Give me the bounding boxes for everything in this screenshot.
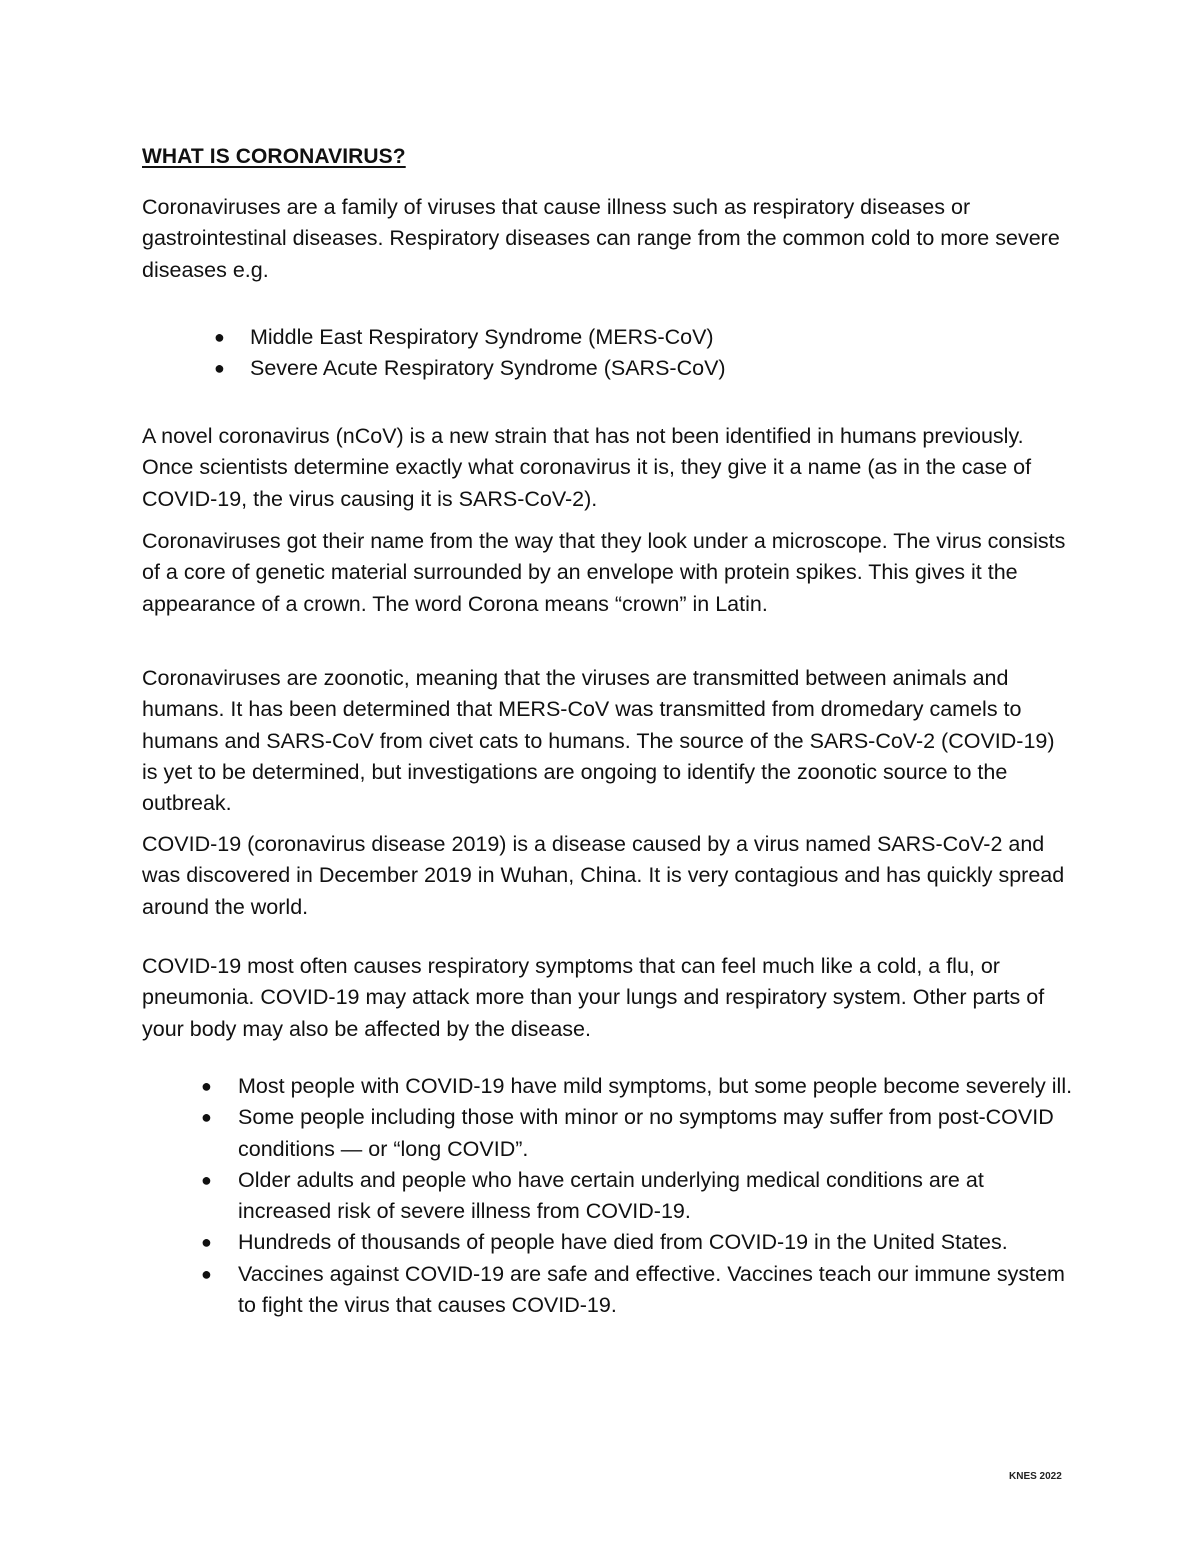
- list-item-text: Hundreds of thousands of people have died from COVID-19 in the United States.: [238, 1230, 1008, 1255]
- page-footer: KNES 2022: [1009, 1471, 1062, 1482]
- list-item: [201, 1071, 1073, 1102]
- list-item: [201, 1227, 1073, 1258]
- symptoms-paragraph: COVID-19 most often causes respiratory symptoms that can feel much like a cold, a flu, or pneumonia. COVID-19 may attack more than your lungs and respiratory system. Other parts of your body may also be affected by the disease.: [142, 954, 1045, 1041]
- bullet-icon: ●: [201, 1076, 212, 1096]
- list-item: [201, 1165, 1073, 1228]
- bullet-icon: ●: [214, 358, 225, 379]
- list-item-text: Middle East Respiratory Syndrome (MERS-CoV): [250, 325, 714, 349]
- intro-paragraph: Coronaviruses are a family of viruses that cause illness such as respiratory diseases or gastrointestinal diseases. Respiratory diseases can range from the common cold to more severe diseases e.g.: [142, 195, 1060, 282]
- covid19-paragraph: COVID-19 (coronavirus disease 2019) is a disease caused by a virus named SARS-CoV-2 and was discovered in December 2019 in Wuhan, China. It is very contagious and has quickly spread around the world.: [142, 832, 1065, 919]
- severe-disease-list: [214, 322, 1070, 385]
- name-origin-paragraph: Coronaviruses got their name from the way that they look under a microscope. The virus consists of a core of genetic material surrounded by an envelope with protein spikes. This gives it the appearance of a crown. The word Corona means “crown” in Latin.: [142, 529, 1066, 616]
- list-item: [201, 1259, 1073, 1322]
- list-item: [214, 322, 1070, 353]
- novel-coronavirus-paragraph: A novel coronavirus (nCoV) is a new strain that has not been identified in humans previously. Once scientists determine exactly what coronavirus it is, they give it a name (as in the case of COVID-19, the virus causing it is SARS-CoV-2).: [142, 424, 1032, 511]
- bullet-icon: ●: [201, 1263, 212, 1284]
- bullet-icon: ●: [214, 327, 225, 347]
- bullet-icon: ●: [201, 1232, 212, 1253]
- list-item-text: Severe Acute Respiratory Syndrome (SARS-CoV): [250, 356, 726, 381]
- list-item: [214, 353, 1070, 384]
- list-item-text: Vaccines against COVID-19 are safe and effective. Vaccines teach our immune system to fight the virus that causes COVID-19.: [238, 1261, 1065, 1318]
- list-item-text: Older adults and people who have certain underlying medical conditions are at increased risk of severe illness from COVID-19.: [238, 1167, 984, 1224]
- facts-list: [201, 1071, 1073, 1321]
- zoonotic-paragraph: Coronaviruses are zoonotic, meaning that the viruses are transmitted between animals and humans. It has been determined that MERS-CoV was transmitted from dromedary camels to humans and SARS-CoV from civet cats to humans. The source of the SARS-CoV-2 (COVID-19) is yet to be determined, but investigations are ongoing to identify the zoonotic source to the outbreak.: [142, 666, 1055, 816]
- page-title: WHAT IS CORONAVIRUS?: [142, 145, 406, 168]
- bullet-icon: ●: [201, 1169, 212, 1190]
- list-item-text: Some people including those with minor or no symptoms may suffer from post-COVID conditions — or “long COVID”.: [238, 1105, 1054, 1161]
- list-item-text: Most people with COVID-19 have mild symptoms, but some people become severely ill.: [238, 1074, 1073, 1098]
- list-item: [201, 1102, 1073, 1165]
- bullet-icon: ●: [201, 1107, 212, 1128]
